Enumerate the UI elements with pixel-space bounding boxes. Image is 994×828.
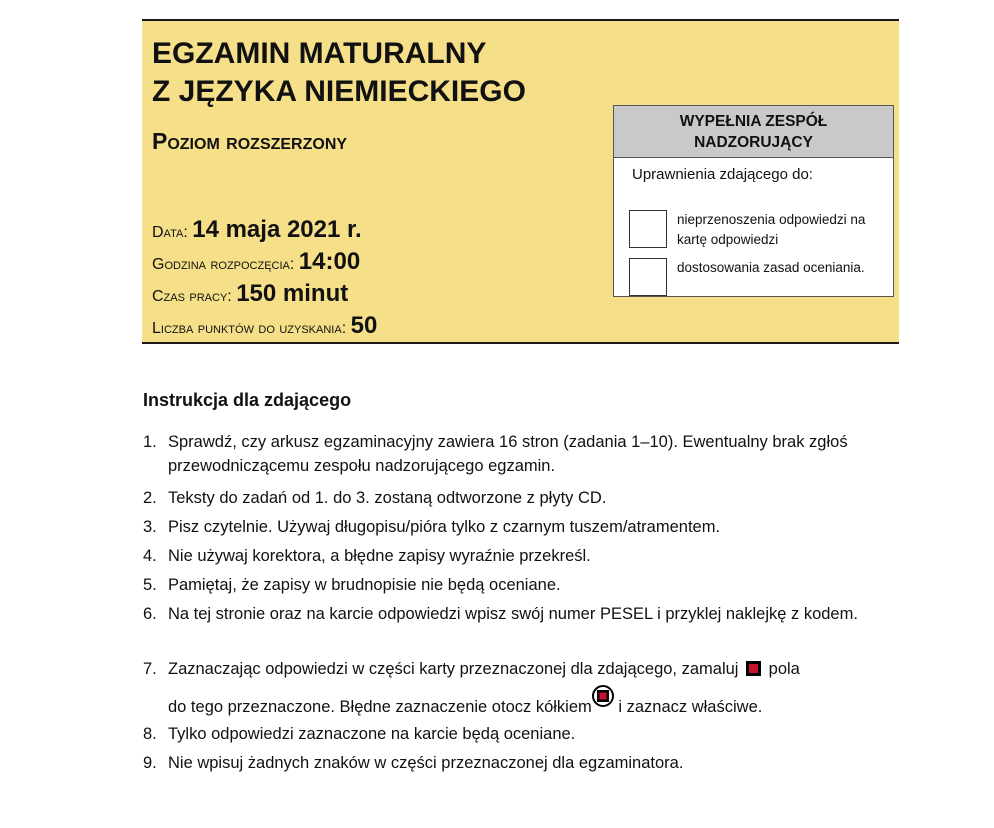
meta-start-label: Godzina rozpoczęcia: <box>152 256 295 273</box>
option-no-transfer <box>629 210 877 250</box>
meta-points-label: Liczba punktów do uzyskania: <box>152 320 347 337</box>
option-adjusted-grading-checkbox[interactable] <box>629 258 667 296</box>
item-text: Nie wpisuj żadnych znaków w części przeznaczonej dla egzaminatora. <box>168 754 684 772</box>
filled-box-icon <box>746 661 761 676</box>
meta-start-value: 14:00 <box>298 248 361 275</box>
supervisor-heading <box>614 106 893 158</box>
item-7-line2 <box>168 691 883 719</box>
meta-duration-label: Czas pracy: <box>152 288 232 305</box>
item-7-part4: i zaznacz właściwe. <box>618 698 763 716</box>
exam-header <box>142 19 899 344</box>
item-text: Tylko odpowiedzi zaznaczone na karcie będą oceniane. <box>168 725 576 743</box>
meta-start-time <box>152 248 377 280</box>
item-text: Nie używaj korektora, a błędne zapisy wyraźnie przekreśl. <box>168 547 591 565</box>
meta-date-value: 14 maja 2021 r. <box>192 216 362 243</box>
meta-points-value: 50 <box>350 312 378 339</box>
item-text: Sprawdź, czy arkusz egzaminacyjny zawiera 16 stron (zadania 1–10). Ewentualny brak zgłoś przewodniczącemu zespołu nadzorującego egzamin. <box>168 433 848 475</box>
instructions-heading: Instrukcja dla zdającego <box>143 390 352 410</box>
item-7-part2: pola <box>768 660 800 678</box>
exam-title-line2: Z JĘZYKA NIEMIECKIEGO <box>152 75 526 108</box>
item-text <box>168 657 883 719</box>
item-7-part3: do tego przeznaczone. Błędne zaznaczenie otocz kółkiem <box>168 698 592 716</box>
item-number: 4. <box>143 547 157 565</box>
item-text: Pamiętaj, że zapisy w brudnopisie nie będą oceniane. <box>168 576 561 594</box>
list-item <box>143 430 883 478</box>
list-item <box>143 602 883 626</box>
list-item <box>143 657 883 719</box>
list-item <box>143 722 883 746</box>
exam-title-line1: EGZAMIN MATURALNY <box>152 37 487 70</box>
supervisor-box <box>613 105 894 297</box>
exam-title <box>152 35 526 111</box>
supervisor-label: Uprawnienia zdającego do: <box>632 166 813 183</box>
item-7-part1: Zaznaczając odpowiedzi w części karty przeznaczonej dla zdającego, zamaluj <box>168 660 739 678</box>
supervisor-heading-line1: WYPEŁNIA ZESPÓŁ <box>679 112 828 130</box>
list-item <box>143 751 883 775</box>
item-number: 3. <box>143 518 157 536</box>
item-number: 2. <box>143 489 157 507</box>
meta-date-label: Data: <box>152 224 188 241</box>
circled-box-icon <box>592 685 614 707</box>
item-text: Na tej stronie oraz na karcie odpowiedzi wpisz swój numer PESEL i przyklej naklejkę z kodem. <box>168 605 858 623</box>
option-no-transfer-label: nieprzenoszenia odpowiedzi na kartę odpowiedzi <box>677 212 866 247</box>
meta-duration <box>152 280 377 312</box>
item-number: 9. <box>143 754 157 772</box>
item-number: 1. <box>143 433 157 451</box>
item-text: Teksty do zadań od 1. do 3. zostaną odtworzone z płyty CD. <box>168 489 607 507</box>
list-item <box>143 515 883 539</box>
item-text: Pisz czytelnie. Używaj długopisu/pióra tylko z czarnym tuszem/atramentem. <box>168 518 721 536</box>
option-adjusted-grading <box>629 258 877 296</box>
meta-duration-value: 150 minut <box>236 280 349 307</box>
item-7-line1 <box>168 657 883 691</box>
supervisor-heading-line2: NADZORUJĄCY <box>694 133 813 151</box>
exam-meta <box>152 216 377 344</box>
meta-points <box>152 312 377 344</box>
item-number: 6. <box>143 605 157 623</box>
exam-level: Poziom rozszerzony <box>152 128 348 154</box>
item-number: 7. <box>143 660 157 678</box>
item-number: 8. <box>143 725 157 743</box>
list-item <box>143 573 883 597</box>
option-no-transfer-checkbox[interactable] <box>629 210 667 248</box>
list-item <box>143 544 883 568</box>
meta-date <box>152 216 377 248</box>
option-adjusted-grading-label: dostosowania zasad oceniania. <box>677 260 865 275</box>
item-number: 5. <box>143 576 157 594</box>
list-item <box>143 486 883 510</box>
